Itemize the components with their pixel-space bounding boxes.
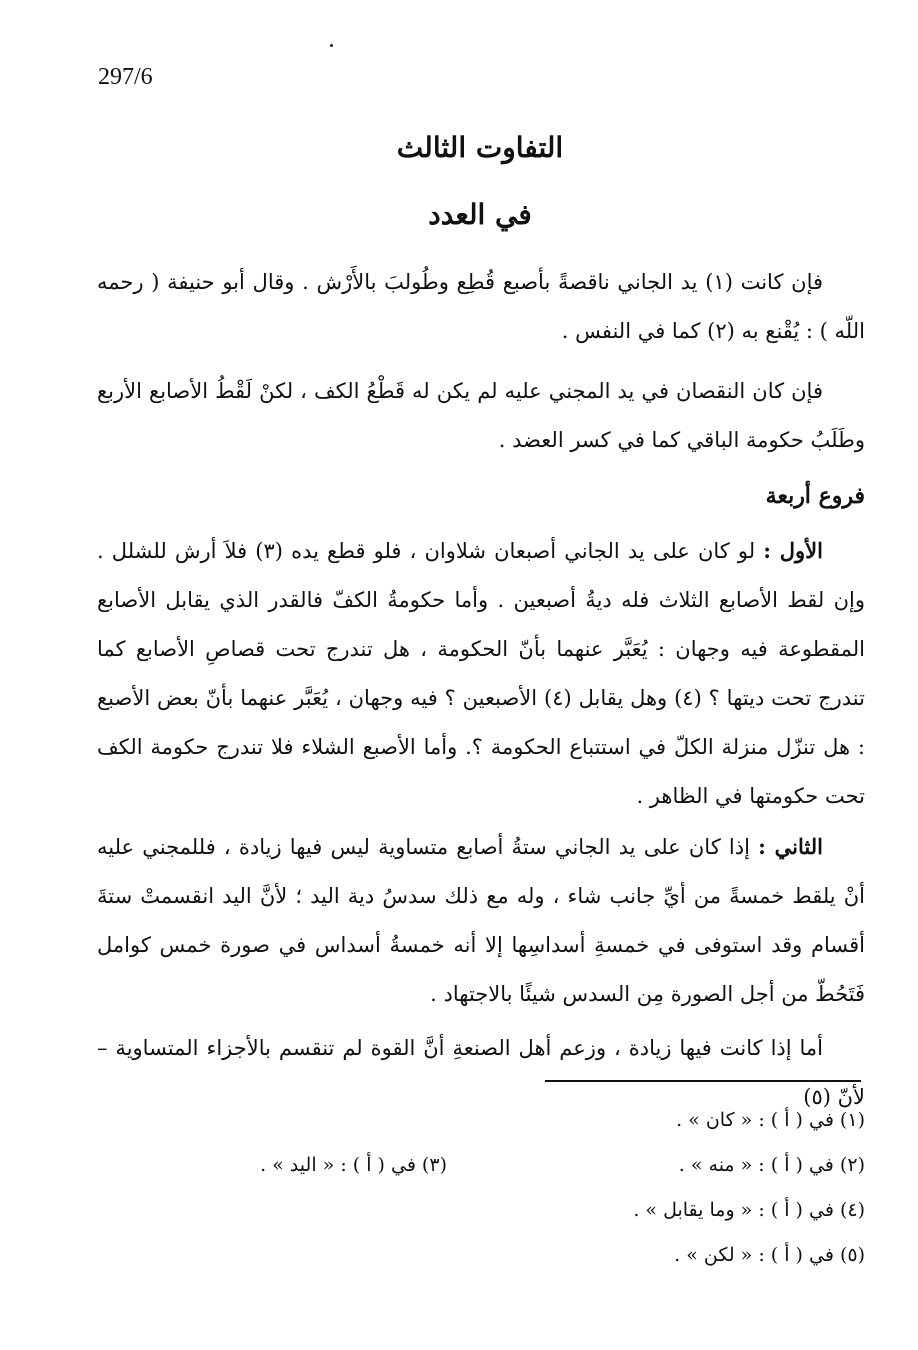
footnote-row (97, 1098, 865, 1143)
paragraph-second-branch (97, 822, 865, 1019)
footnote-divider (545, 1080, 861, 1082)
paragraph-3-text (97, 526, 865, 821)
paragraph-2-text: فإن كان النقصان في يد المجني عليه لم يكن له قَطْعُ الكف ، لكنْ لَقْطُ الأصابع الأربع وطَلَبُ حكومة الباقي كما في كسر العضد . (97, 379, 865, 452)
footnote-row (97, 1188, 865, 1233)
paragraph-2 (97, 367, 865, 465)
first-branch-text: لو كان على يد الجاني أصبعان شلاوان ، فلو قطع يده (٣) فلاَ أرش للشلل . وإن لقط الأصابع الثلاث فله ديةُ أصبعين . وأما حكومةُ الكفّ فالقدر الذي يقابل الأصابع المقطوعة فيه وجهان : يُعَبَّر عنهما بأنّ الحكومة ، هل تندرج تحت قصاصِ الأصابع كما تندرج تحت ديتها ؟ (٤) وهل يقابل (٤) الأصبعين ؟ فيه وجهان ، يُعَبَّر عنهما بأنّ بعض الأصبع : هل تنزّل منزلة الكلّ في استتباع الحكومة ؟. وأما الأصبع الشلاء فلا تندرج حكومة الكف تحت حكومتها في الظاهر . (97, 539, 865, 808)
chapter-title: التفاوت الثالث (396, 131, 564, 164)
footnote-2: (٢) في ( أ ) : « منه » . (678, 1154, 865, 1176)
footnote-4: (٤) في ( أ ) : « وما يقابل » . (633, 1199, 865, 1221)
paragraph-first-branch (97, 526, 865, 821)
footnote-5: (٥) في ( أ ) : « لكن » . (674, 1244, 865, 1266)
paragraph-4-text (97, 822, 865, 1019)
section-subheading: فروع أربعة (765, 483, 865, 509)
scan-speck (330, 44, 333, 47)
paragraph-5-text: أما إذا كانت فيها زيادة ، وزعم أهل الصنعةِ أنَّ القوة لم تنقسم بالأجزاء المتساوية – لأنّ (٥) (97, 1036, 865, 1109)
page-number: 297/6 (98, 64, 153, 90)
paragraph-1 (97, 258, 865, 356)
first-branch-label: الأول : (763, 538, 823, 563)
chapter-subtitle: في العدد (428, 198, 532, 231)
second-branch-label: الثاني : (758, 834, 823, 859)
footnote-3: (٣) في ( أ ) : « اليد » . (260, 1154, 447, 1176)
footnote-1: (١) في ( أ ) : « كان » . (676, 1109, 865, 1131)
footnotes (97, 1098, 865, 1278)
paragraph-1-text: فإن كانت (١) يد الجاني ناقصةً بأصبع قُطِع وطُولبَ بالأَرْش . وقال أبو حنيفة ( رحمه اللّه ) : يُقْنع به (٢) كما في النفس . (97, 270, 865, 343)
footnote-row (97, 1233, 865, 1278)
footnote-row (97, 1143, 865, 1188)
second-branch-text: إذا كان على يد الجاني ستةُ أصابع متساوية ليس فيها زيادة ، فللمجني عليه أنْ يلقط خمسةً من أيِّ جانب شاء ، وله مع ذلك سدسُ دية اليد ؛ لأنَّ اليد انقسمتْ ستةَ أقسام وقد استوفى في خمسةِ أسداسِها إلا أنه خمسةُ أسداس في صورة خمس كوامل فَتَحُطّ من أجل الصورة مِن السدس شيئًا بالاجتهاد . (97, 835, 865, 1006)
